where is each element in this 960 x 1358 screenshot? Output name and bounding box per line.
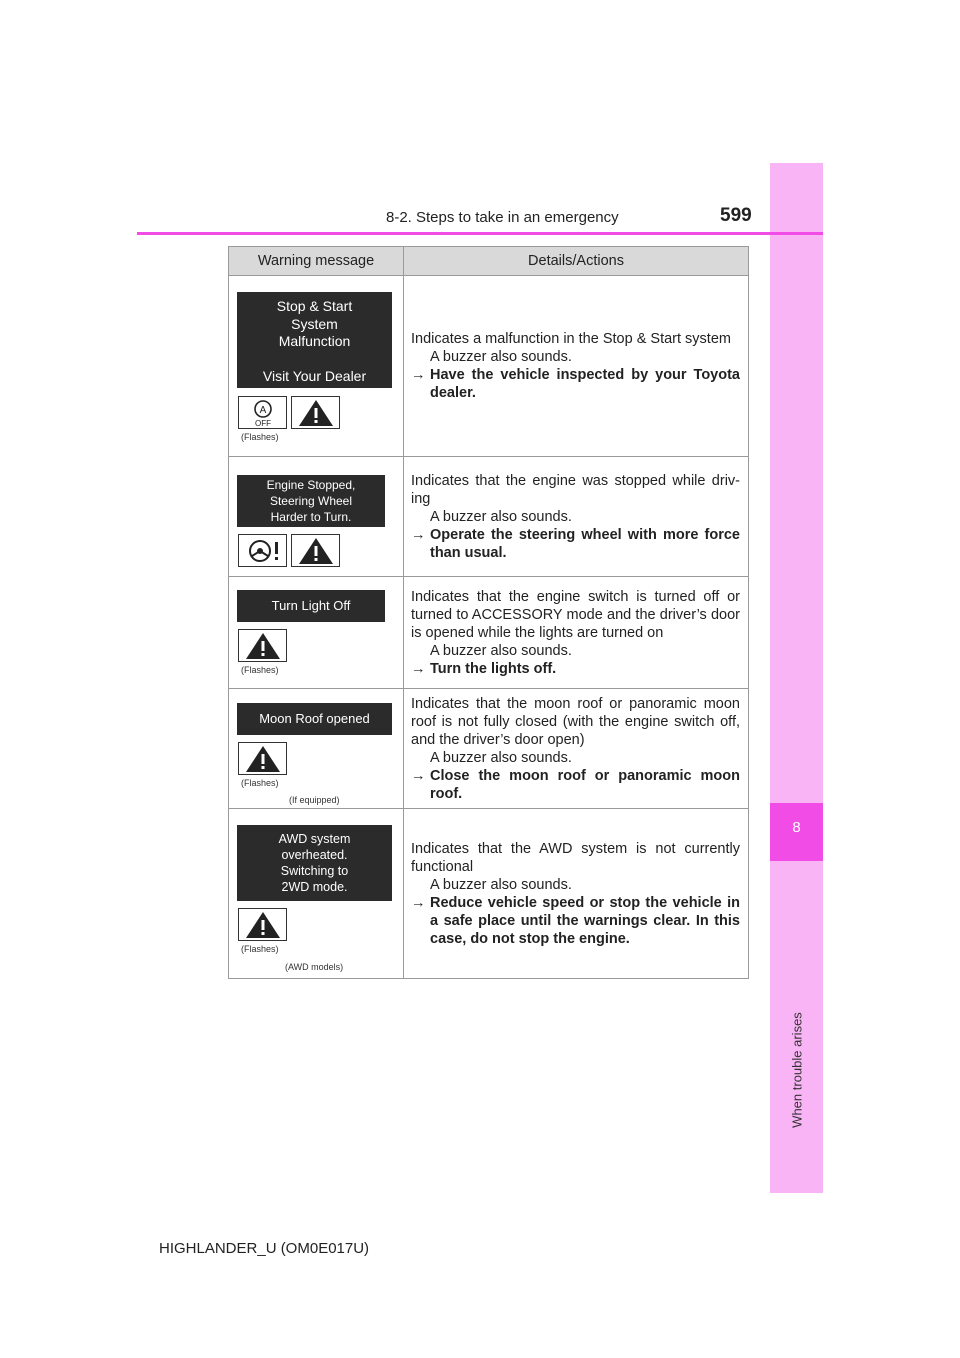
arrow-icon: → xyxy=(411,767,426,784)
master-warning-icon xyxy=(238,742,287,775)
action-label: Operate the steering wheel with more force than usual. xyxy=(430,526,740,561)
display-line: Harder to Turn. xyxy=(270,510,352,524)
column-header-warning: Warning message xyxy=(229,247,404,276)
action-text xyxy=(411,767,740,803)
display-line: Turn Light Off xyxy=(271,598,351,613)
svg-text:A: A xyxy=(259,405,266,416)
off-label: OFF xyxy=(254,419,271,427)
section-title: 8-2. Steps to take in an emergency xyxy=(386,209,619,226)
action-text xyxy=(411,894,740,948)
buzzer-text: A buzzer also sounds. xyxy=(430,876,572,893)
table-row xyxy=(229,457,749,577)
detail-text: Indicates that the AWD system is not currently functional xyxy=(411,840,740,875)
buzzer-text: A buzzer also sounds. xyxy=(430,749,572,766)
arrow-icon: → xyxy=(411,367,426,383)
arrow-icon: → xyxy=(411,894,426,911)
flashes-note: (Flashes) xyxy=(241,432,279,442)
detail-text: Indicates that the moon roof or panoramic moon roof is not fully closed (with the engine switch off, and the driver’s door open) xyxy=(411,695,740,748)
flashes-note: (Flashes) xyxy=(241,944,279,954)
display-message xyxy=(237,292,392,388)
master-warning-icon xyxy=(291,396,340,429)
document-code: HIGHLANDER_U (OM0E017U) xyxy=(159,1240,370,1257)
details-cell xyxy=(404,577,749,689)
display-message xyxy=(237,825,392,901)
if-equipped-note: (If equipped) xyxy=(289,795,340,805)
details-cell xyxy=(404,809,749,979)
awd-models-note: (AWD models) xyxy=(285,962,344,972)
action-text xyxy=(411,366,740,402)
display-line: Engine Stopped, xyxy=(266,478,356,492)
flashes-note: (Flashes) xyxy=(241,665,279,675)
display-line: AWD system xyxy=(278,832,351,846)
display-message xyxy=(237,590,385,622)
warning-message-table xyxy=(228,246,749,979)
master-warning-icon xyxy=(238,908,287,941)
display-line: System xyxy=(291,315,338,332)
action-text xyxy=(411,660,740,678)
warning-message-cell xyxy=(229,689,404,809)
buzzer-text: A buzzer also sounds. xyxy=(430,508,572,525)
table-header-row xyxy=(229,247,749,276)
display-line: Malfunction xyxy=(278,333,351,349)
display-line: Visit Your Dealer xyxy=(262,367,367,384)
display-message xyxy=(237,703,392,735)
header-rule xyxy=(137,232,823,235)
chapter-title-text: When trouble arises xyxy=(789,1012,805,1128)
display-line: Switching to xyxy=(280,864,349,878)
table-row xyxy=(229,809,749,979)
display-line: Stop & Start xyxy=(276,298,353,314)
page-number: 599 xyxy=(720,205,752,226)
chapter-title xyxy=(787,1000,807,1140)
details-cell xyxy=(404,689,749,809)
action-label: Reduce vehicle speed or stop the vehicle in a safe place until the warnings clear. In this case, do not stop the engine. xyxy=(430,894,740,947)
table-row xyxy=(229,276,749,457)
stop-start-off-icon xyxy=(238,396,287,429)
detail-text: Indicates that the engine switch is turned off or turned to ACCESSORY mode and the driver’s door is opened while the lights are turned on xyxy=(411,588,740,641)
buzzer-text: A buzzer also sounds. xyxy=(430,642,572,659)
chapter-number: 8 xyxy=(792,819,801,836)
warning-message-cell xyxy=(229,276,404,457)
action-label: Close the moon roof or panoramic moon roof. xyxy=(430,767,740,802)
steering-warning-icon xyxy=(238,534,287,567)
detail-text: Indicates that the engine was stopped while driv-ing xyxy=(411,472,740,507)
master-warning-icon xyxy=(238,629,287,662)
action-text xyxy=(411,526,740,562)
arrow-icon: → xyxy=(411,526,426,543)
display-line: 2WD mode. xyxy=(281,880,348,894)
display-message xyxy=(237,475,385,527)
display-line: Moon Roof opened xyxy=(259,711,370,726)
table-row xyxy=(229,689,749,809)
display-line: Steering Wheel xyxy=(269,494,353,508)
display-line xyxy=(237,351,392,368)
column-header-details: Details/Actions xyxy=(404,247,749,276)
buzzer-text: A buzzer also sounds. xyxy=(430,349,572,365)
warning-message-cell xyxy=(229,457,404,577)
arrow-icon: → xyxy=(411,660,426,677)
flashes-note: (Flashes) xyxy=(241,778,279,788)
table-row xyxy=(229,577,749,689)
master-warning-icon xyxy=(291,534,340,567)
details-cell xyxy=(404,276,749,457)
details-cell xyxy=(404,457,749,577)
display-line: overheated. xyxy=(281,848,348,862)
warning-message-cell xyxy=(229,577,404,689)
detail-text: Indicates a malfunction in the Stop & Start system xyxy=(411,331,731,347)
action-label: Turn the lights off. xyxy=(430,660,557,677)
action-label: Have the vehicle inspected by your Toyota dealer. xyxy=(430,367,740,401)
warning-message-cell xyxy=(229,809,404,979)
